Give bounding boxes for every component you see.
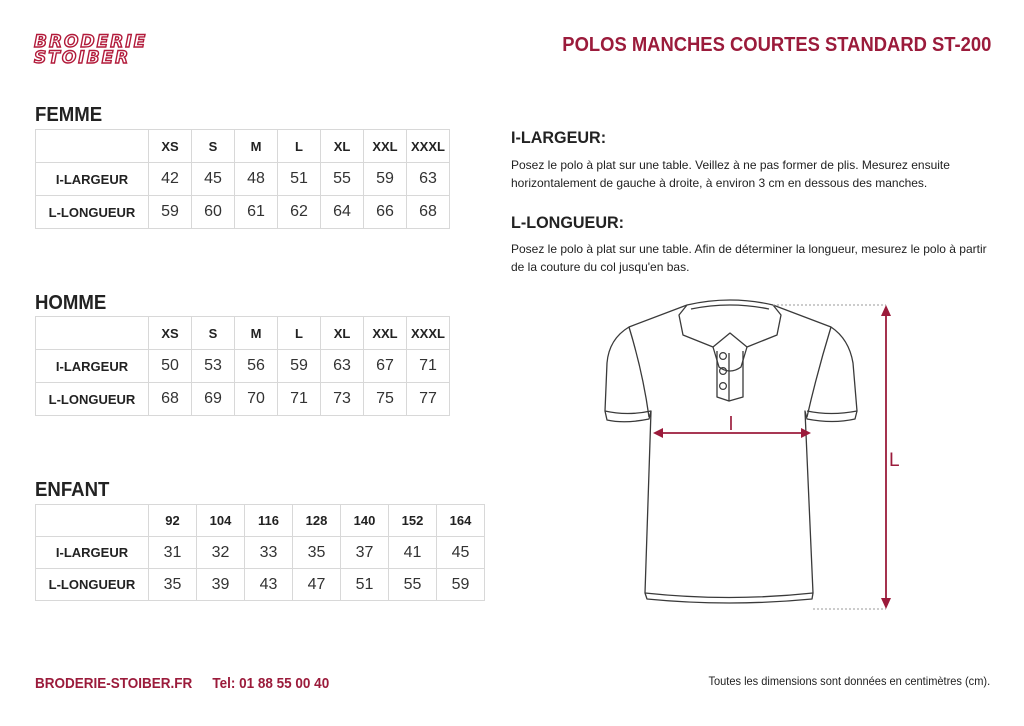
table-cell: 59 — [364, 163, 407, 196]
brand-logo — [34, 34, 224, 66]
button-icon — [720, 353, 727, 360]
femme-heading: FEMME — [35, 104, 103, 126]
length-marker-label: L — [889, 450, 900, 471]
logo-line-2: STOIBER — [34, 48, 131, 68]
size-header: 152 — [389, 505, 437, 537]
table-cell: 43 — [245, 569, 293, 601]
table-cell: 70 — [235, 383, 278, 416]
table-row — [36, 350, 450, 383]
table-cell: 71 — [407, 350, 450, 383]
table-cell: 33 — [245, 537, 293, 569]
width-marker-label: l — [728, 414, 734, 435]
table-cell: 61 — [235, 196, 278, 229]
homme-size-table — [35, 316, 450, 416]
size-header: XXL — [364, 130, 407, 163]
row-label: I-LARGEUR — [36, 537, 149, 569]
length-measure-title: L-LONGUEUR: — [511, 213, 625, 232]
table-header-row — [36, 317, 450, 350]
table-cell: 56 — [235, 350, 278, 383]
size-header: 164 — [437, 505, 485, 537]
size-header: XL — [321, 130, 364, 163]
phone-number[interactable]: Tel: 01 88 55 00 40 — [212, 675, 330, 692]
table-cell: 64 — [321, 196, 364, 229]
table-cell: 51 — [278, 163, 321, 196]
table-cell: 59 — [437, 569, 485, 601]
table-cell: 50 — [149, 350, 192, 383]
size-header: S — [192, 130, 235, 163]
polo-shirt-outline — [605, 300, 857, 603]
row-label: L-LONGUEUR — [36, 383, 149, 416]
row-label: L-LONGUEUR — [36, 196, 149, 229]
table-cell: 62 — [278, 196, 321, 229]
page-title: POLOS MANCHES COURTES STANDARD ST-200 — [561, 34, 991, 56]
table-cell: 39 — [197, 569, 245, 601]
size-header: 116 — [245, 505, 293, 537]
table-cell: 45 — [437, 537, 485, 569]
table-header-row — [36, 130, 450, 163]
enfant-size-table — [35, 504, 485, 601]
table-corner-cell — [36, 317, 149, 350]
table-cell: 73 — [321, 383, 364, 416]
table-row — [36, 196, 450, 229]
table-cell: 48 — [235, 163, 278, 196]
femme-size-table — [35, 129, 450, 229]
table-cell: 63 — [407, 163, 450, 196]
table-cell: 35 — [293, 537, 341, 569]
table-corner-cell — [36, 130, 149, 163]
length-measure-text: Posez le polo à plat sur une table. Afin de déterminer la longueur, mesurez le polo à partir de la couture du col jusqu'en bas. — [511, 242, 987, 274]
size-header: 92 — [149, 505, 197, 537]
table-cell: 59 — [278, 350, 321, 383]
table-cell: 63 — [321, 350, 364, 383]
table-cell: 55 — [321, 163, 364, 196]
table-row — [36, 569, 485, 601]
row-label: I-LARGEUR — [36, 350, 149, 383]
width-measure-text: Posez le polo à plat sur une table. Veillez à ne pas former de plis. Mesurez ensuite horizontalement de gauche à droite, à environ 3 cm en dessous des manches. — [511, 158, 950, 190]
table-cell: 41 — [389, 537, 437, 569]
row-label: L-LONGUEUR — [36, 569, 149, 601]
size-header: L — [278, 130, 321, 163]
dimensions-note: Toutes les dimensions sont données en centimètres (cm). — [708, 674, 990, 688]
size-header: M — [235, 317, 278, 350]
table-cell: 32 — [197, 537, 245, 569]
table-row — [36, 383, 450, 416]
size-header: 104 — [197, 505, 245, 537]
table-cell: 75 — [364, 383, 407, 416]
size-header: XL — [321, 317, 364, 350]
button-icon — [720, 383, 727, 390]
size-header: XXXL — [407, 317, 450, 350]
table-cell: 35 — [149, 569, 197, 601]
website-link[interactable]: BRODERIE-STOIBER.FR — [35, 675, 193, 692]
table-cell: 37 — [341, 537, 389, 569]
width-measure-title: I-LARGEUR: — [511, 128, 607, 147]
table-cell: 47 — [293, 569, 341, 601]
table-row — [36, 537, 485, 569]
size-header: XS — [149, 317, 192, 350]
table-cell: 53 — [192, 350, 235, 383]
table-cell: 68 — [149, 383, 192, 416]
size-header: XXXL — [407, 130, 450, 163]
row-label: I-LARGEUR — [36, 163, 149, 196]
table-cell: 42 — [149, 163, 192, 196]
table-cell: 66 — [364, 196, 407, 229]
table-cell: 51 — [341, 569, 389, 601]
size-header: 140 — [341, 505, 389, 537]
table-cell: 60 — [192, 196, 235, 229]
size-header: XXL — [364, 317, 407, 350]
size-header: S — [192, 317, 235, 350]
table-cell: 68 — [407, 196, 450, 229]
enfant-heading: ENFANT — [35, 479, 110, 501]
polo-measurement-diagram — [595, 293, 915, 618]
logo-line-1: BRODERIE — [34, 32, 148, 52]
table-row — [36, 163, 450, 196]
table-cell: 31 — [149, 537, 197, 569]
table-cell: 59 — [149, 196, 192, 229]
table-cell: 45 — [192, 163, 235, 196]
table-cell: 67 — [364, 350, 407, 383]
table-header-row — [36, 505, 485, 537]
footer-contact — [35, 675, 329, 692]
table-cell: 71 — [278, 383, 321, 416]
button-icon — [720, 368, 727, 375]
table-cell: 55 — [389, 569, 437, 601]
size-header: M — [235, 130, 278, 163]
size-header: XS — [149, 130, 192, 163]
table-corner-cell — [36, 505, 149, 537]
size-header: L — [278, 317, 321, 350]
table-cell: 69 — [192, 383, 235, 416]
size-header: 128 — [293, 505, 341, 537]
homme-heading: HOMME — [35, 292, 107, 314]
table-cell: 77 — [407, 383, 450, 416]
